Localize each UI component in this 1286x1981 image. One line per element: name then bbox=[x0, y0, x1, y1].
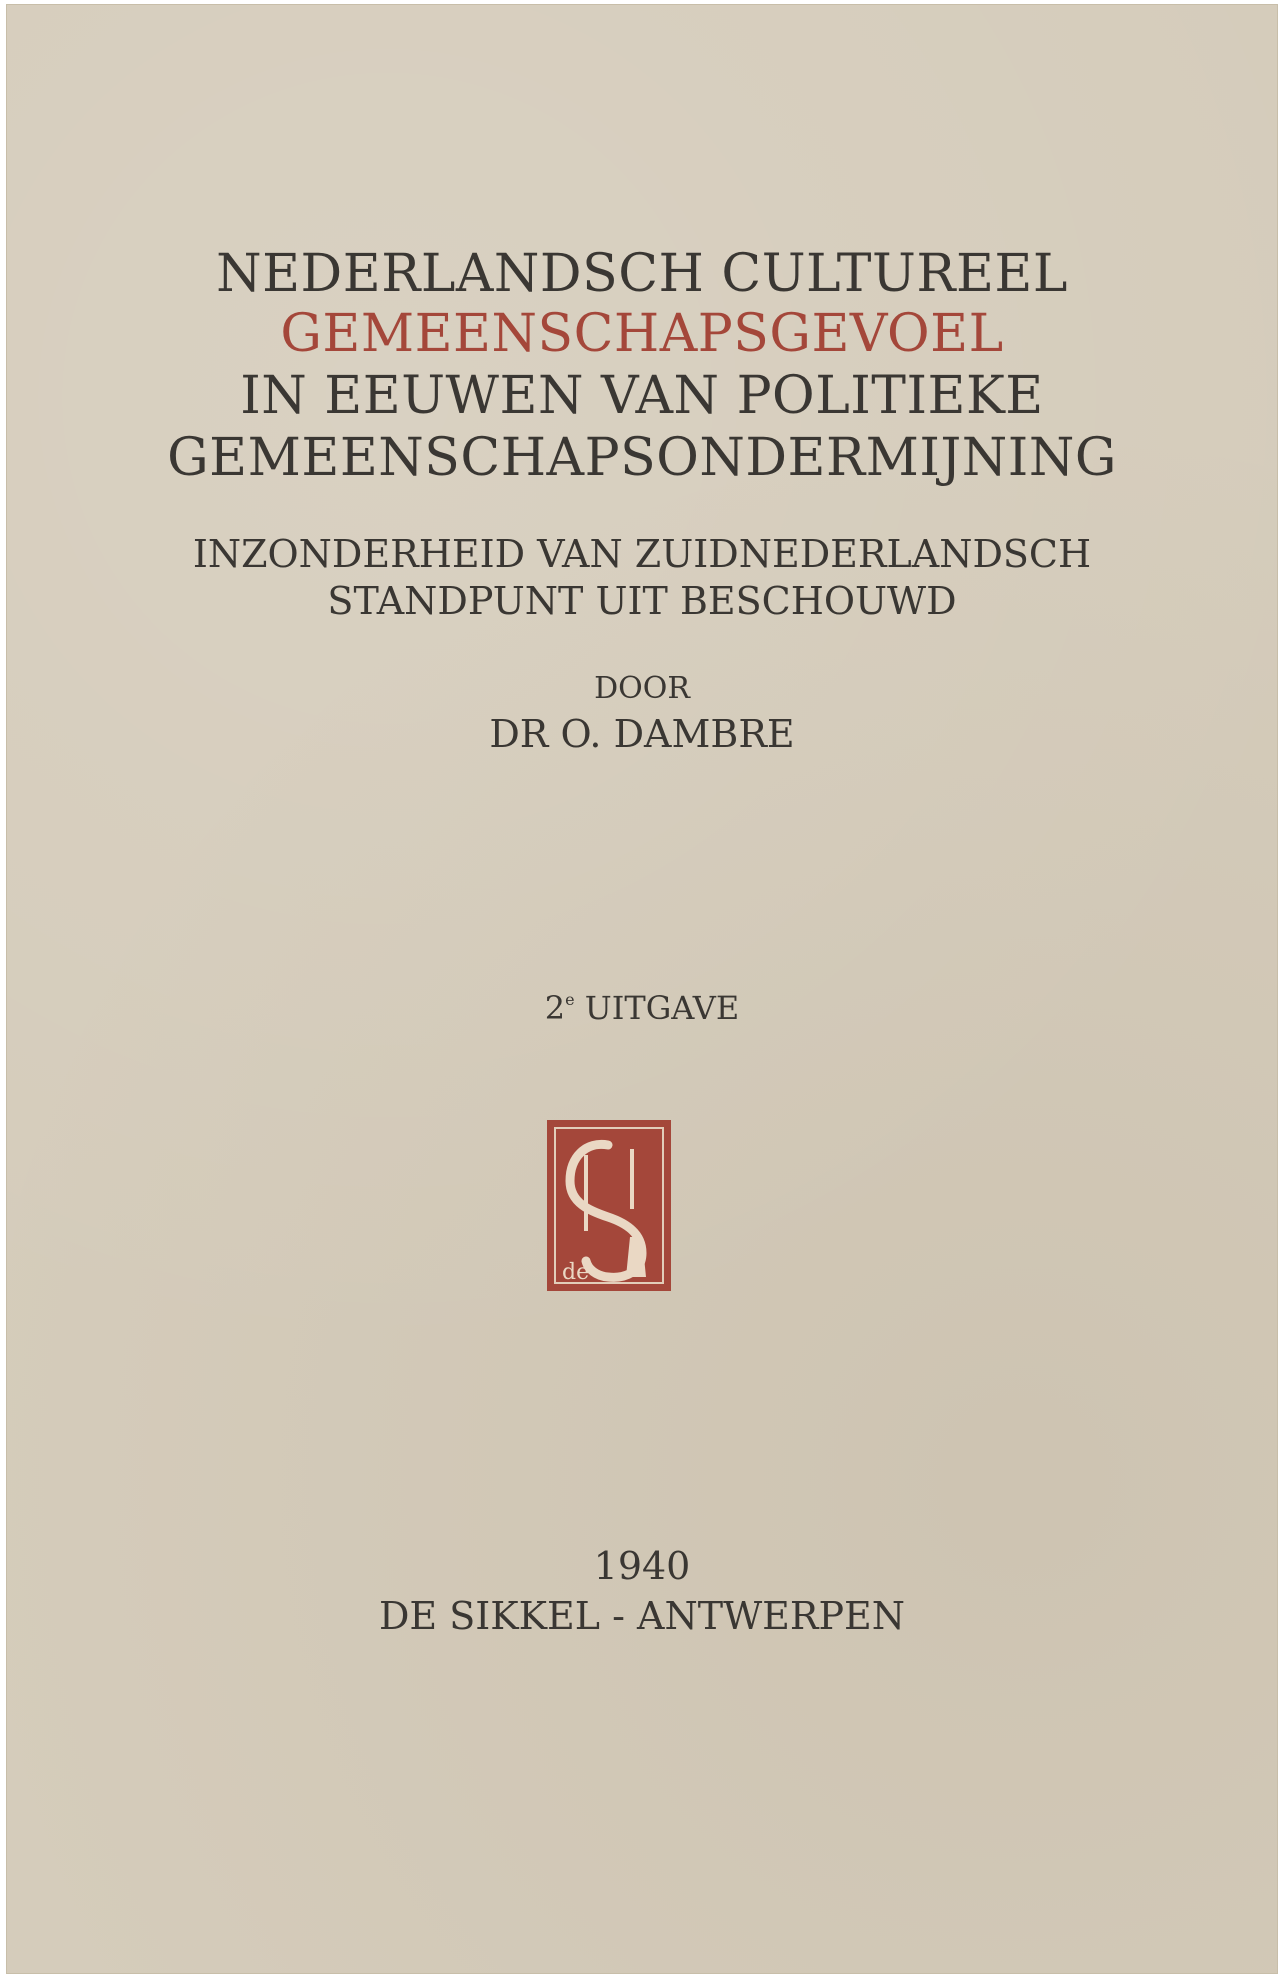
subtitle-line-1: INZONDERHEID VAN ZUIDNEDERLANDSCH bbox=[192, 532, 1092, 576]
author-name: DR O. DAMBRE bbox=[489, 712, 795, 756]
logo-letters: de bbox=[562, 1260, 590, 1285]
title-line-4: GEMEENSCHAPSONDERMIJNING bbox=[167, 428, 1117, 488]
book-cover bbox=[6, 4, 1278, 1974]
title-line-1: NEDERLANDSCH CULTUREEL bbox=[216, 244, 1068, 304]
title-line-3: IN EEUWEN VAN POLITIEKE bbox=[240, 366, 1044, 426]
de-sikkel-monogram-icon bbox=[546, 1119, 672, 1292]
edition-word: UITGAVE bbox=[584, 989, 740, 1027]
edition-number: 2 bbox=[544, 989, 566, 1027]
publisher-name: DE SIKKEL - ANTWERPEN bbox=[378, 1594, 906, 1638]
title-line-2: GEMEENSCHAPSGEVOEL bbox=[280, 304, 1004, 364]
subtitle-line-2: STANDPUNT UIT BESCHOUWD bbox=[327, 579, 957, 623]
publication-year: 1940 bbox=[593, 1544, 691, 1588]
edition-superscript: e bbox=[565, 990, 575, 1009]
edition-label bbox=[6, 989, 1278, 1027]
by-label: DOOR bbox=[594, 671, 690, 706]
